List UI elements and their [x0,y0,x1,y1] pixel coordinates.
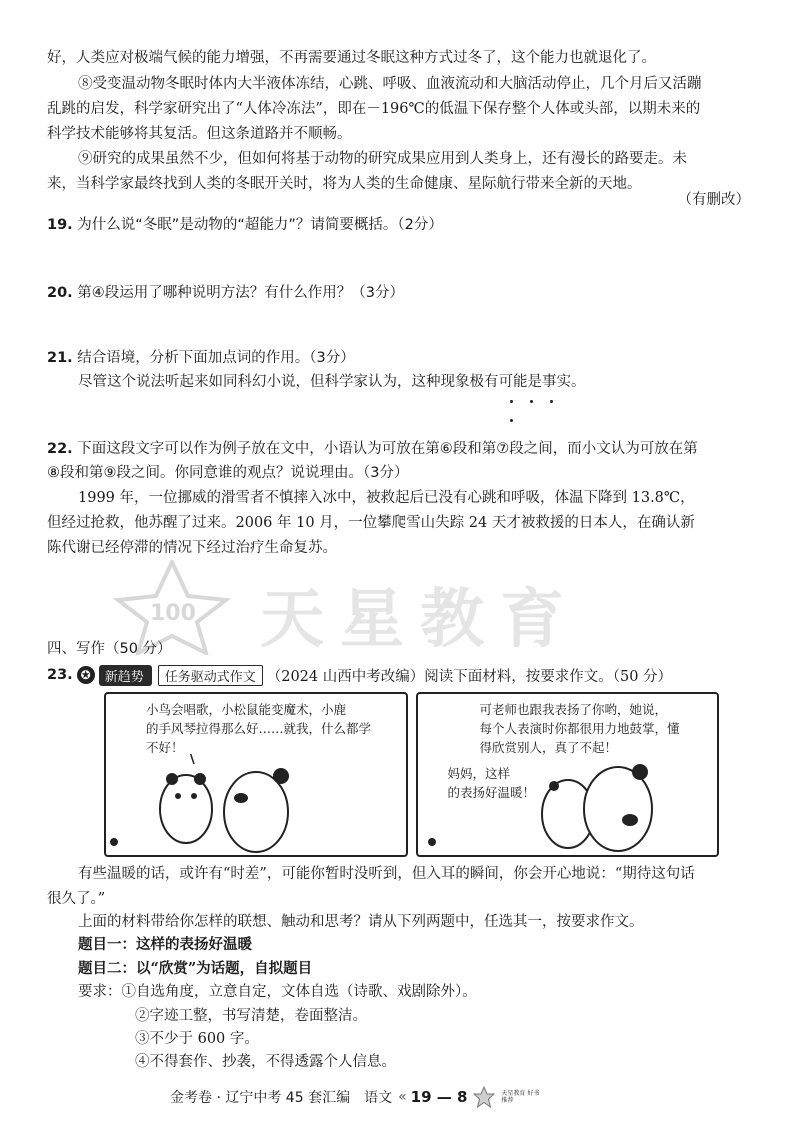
passage-line: 好，人类应对极端气候的能力增强，不再需要通过冬眠这种方式过冬了，这个能力也就退化了。 [47,50,656,66]
question-text: 结合语境，分析下面加点词的作用。（3分） [77,350,355,366]
requirement-1: 要求：①自选角度，立意自定，文体自选（诗歌、戏剧除外）。 [78,984,477,1000]
page-footer [170,1080,630,1114]
watermark-brand: 天星教育 [260,583,580,657]
paragraph-9: ⑨研究的成果虽然不少，但如何将基于动物的研究成果应用到人类身上，还有漫长的路要走。未 [78,151,687,167]
question-number: 22. [47,441,73,457]
star-logo-icon [473,1086,495,1108]
comic-strip [104,692,719,857]
example-text: 1999 年，一位挪威的滑雪者不慎摔入冰中，被救起后已没有心跳和呼吸，体温下降到 13.8℃， [78,490,695,506]
example-text: 但经过抢救，他苏醒了过来。2006 年 10 月，一位攀爬雪山失踪 24 天才被救援的日本人，在确认新 [47,515,695,531]
passage-line: 乱跳的启发，科学家研究出了“人体冷冻法”，即在－196℃的低温下保存整个人体或头部，以期未来的 [47,101,701,117]
speech-bubble: 妈妈，这样 的表扬好温暖！ [447,766,536,800]
passage-line: 来，当科学家最终找到人类的冬眠开关时，将为人类的生命健康、星际航行带来全新的天地。 [47,176,642,192]
passage-line: 科学技术能够将其复活。但这条道路并不顺畅。 [47,126,352,142]
panda-illustration [418,754,718,854]
question-19 [47,213,755,237]
question-text: 第④段运用了哪种说明方法？有什么作用？（3分） [77,285,405,301]
subject-label: 语文 [364,1090,393,1106]
chevron-left-icon: « [398,1089,407,1105]
question-text: ⑧段和第⑨段之间。你同意谁的观点？说说理由。（3分） [47,465,409,481]
emphasis-dots [510,388,580,394]
question-intro: （2024 山西中考改编）阅读下面材料，按要求作文。（50 分） [266,668,673,685]
speech-bubble: 小鸟会唱歌，小松鼠能变魔术，小鹿 的手风琴拉得那么好……就我，什么都学 不好！ [146,702,372,755]
question-number: 20. [47,285,73,301]
question-text: 为什么说“冬眠”是动物的“超能力”？请简要概括。（2分） [77,217,443,233]
topic-one: 题目一：这样的表扬好温暖 [78,936,252,953]
question-number: 23. [47,667,73,683]
svg-text:100: 100 [150,601,196,626]
footer-tiny-text: 天星教育 好书推荐 [501,1090,540,1104]
dotted-sentence: 尽管这个说法听起来如同科幻小说，但科学家认为，这种现象极有可能是事实。 [78,374,586,390]
question-22 [47,437,755,461]
question-number: 21. [47,350,73,366]
comic-panel-left [104,692,408,857]
question-20 [47,281,755,305]
section-title: 四、写作（50 分） [47,641,172,657]
book-title: 金考卷 · 辽宁中考 45 套汇编 [170,1090,351,1106]
material-text: 很久了。” [47,891,106,907]
question-21 [47,346,755,370]
source-note: （有删改） [677,192,750,208]
requirement-3: ③不少于 600 字。 [135,1031,259,1047]
example-text: 陈代谢已经停滞的情况下经过治疗生命复苏。 [47,540,337,556]
question-text: 下面这段文字可以作为例子放在文中，小语认为可放在第⑥段和第⑦段之间，而小文认为可放在第 [77,441,698,457]
panda-illustration [106,754,406,854]
question-23-header [47,664,672,686]
paragraph-8: ⑧受变温动物冬眠时体内大半液体冻结，心跳、呼吸、血液流动和大脑活动停止，几个月后又活蹦 [78,76,702,92]
star-badge-icon: ✪ [77,666,95,684]
topic-two: 题目二：以“欣赏”为话题，自拟题目 [78,960,313,977]
material-text: 有些温暖的话，或许有“时差”，可能你暂时没听到，但入耳的瞬间，你会开心地说：“期待这句话 [78,866,695,882]
speech-bubble: 可老师也跟我表扬了你哟，她说， 每个人表演时你都很用力地鼓掌，懂 得欣赏别人，真了不起！ [479,702,680,755]
trend-badge: 新趋势 [99,665,152,686]
requirement-4: ④不得套作、抄袭，不得透露个人信息。 [135,1054,396,1070]
instruction-text: 上面的材料带给你怎样的联想、触动和思考？请从下列两题中，任选其一，按要求作文。 [78,914,644,930]
question-number: 19. [47,217,73,233]
comic-panel-right [416,692,720,857]
page-number: 19 — 8 [410,1088,468,1106]
type-badge: 任务驱动式作文 [158,665,263,686]
requirement-2: ②字迹工整，书写清楚，卷面整洁。 [135,1008,367,1024]
